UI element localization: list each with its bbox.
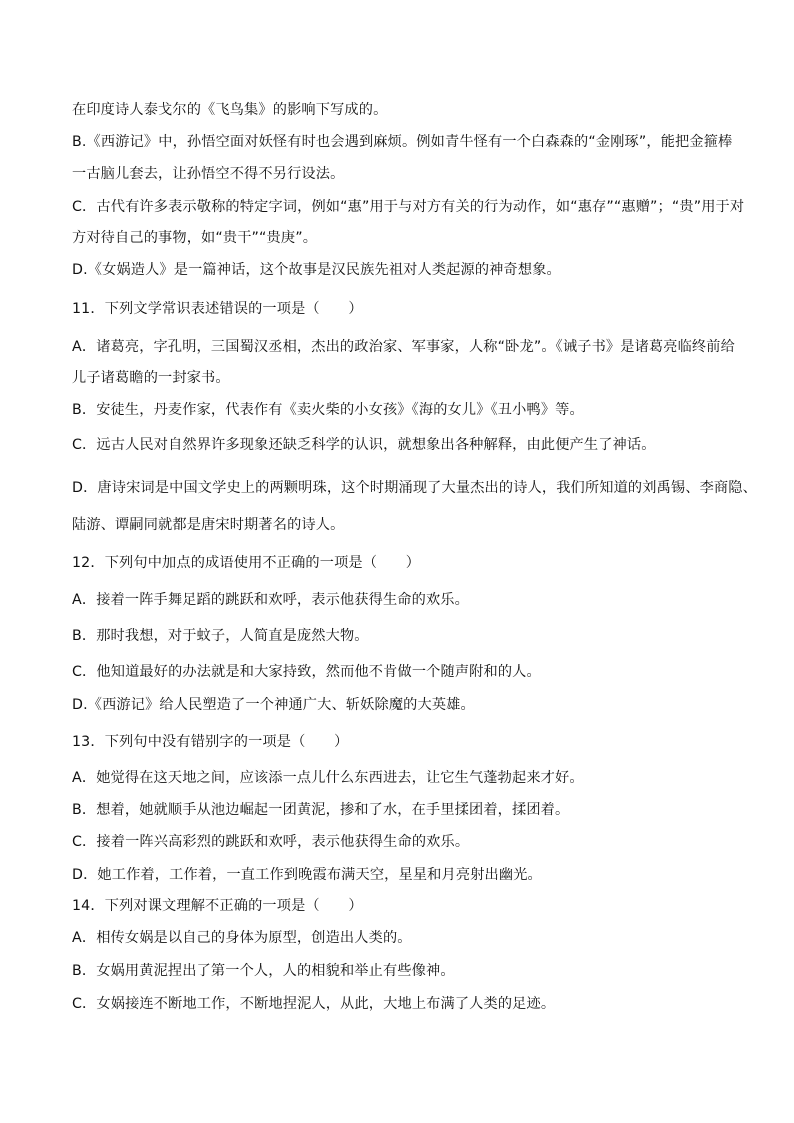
text-line: B．想着，她就顺手从池边崛起一团黄泥，掺和了水，在手里揉团着，揉团着。 xyxy=(72,802,570,818)
text-line: C．古代有许多表示敬称的特定字词，例如“惠”用于与对方有关的行为动作，如“惠存”“惠赠”；“贵”用于对 xyxy=(72,199,745,215)
text-line: C．远古人民对自然界许多现象还缺乏科学的认识，就想象出各种解释，由此便产生了神话。 xyxy=(72,437,656,453)
text-line: B．那时我想，对于蚊子，人简直是庞然大物。 xyxy=(72,628,369,644)
question-stem: 12．下列句中加点的成语使用不正确的一项是（ ） xyxy=(72,555,421,571)
text-line: C．女娲接连不断地工作，不断地捏泥人，从此，大地上布满了人类的足迹。 xyxy=(72,996,556,1012)
text-line: B.《西游记》中，孙悟空面对妖怪有时也会遇到麻烦。例如青牛怪有一个白森森的“金刚琢”，能把金箍棒 xyxy=(72,134,733,150)
question-stem: 11．下列文学常识表述错误的一项是（ ） xyxy=(72,301,363,317)
text-line: 方对待自己的事物，如“贵干”“贵庚”。 xyxy=(72,230,318,246)
text-line: B．安徒生，丹麦作家，代表作有《卖火柴的小女孩》《海的女儿》《丑小鸭》等。 xyxy=(72,402,584,418)
text-line: C．他知道最好的办法就是和大家持致，然而他不肯做一个随声附和的人。 xyxy=(72,664,541,680)
text-line: D．她工作着，工作着，一直工作到晚霞布满天空，星星和月亮射出幽光。 xyxy=(72,867,542,883)
text-line: 陆游、谭嗣同就都是唐宋时期著名的诗人。 xyxy=(72,517,345,533)
text-line: A．相传女娲是以自己的身体为原型，创造出人类的。 xyxy=(72,930,412,946)
question-stem: 14．下列对课文理解不正确的一项是（ ） xyxy=(72,898,363,914)
text-line: A．她觉得在这天地之间，应该添一点儿什么东西进去，让它生气蓬勃起来才好。 xyxy=(72,770,584,786)
text-line: C．接着一阵兴高彩烈的跳跃和欢呼，表示他获得生命的欢乐。 xyxy=(72,834,470,850)
text-line: 一古脑儿套去，让孙悟空不得不另行设法。 xyxy=(72,166,345,182)
text-line: A．接着一阵手舞足蹈的跳跃和欢呼，表示他获得生命的欢乐。 xyxy=(72,592,469,608)
text-line: 在印度诗人泰戈尔的《飞鸟集》的影响下写成的。 xyxy=(72,102,388,118)
text-line: 儿子诸葛瞻的一封家书。 xyxy=(72,370,230,386)
text-line: B．女娲用黄泥捏出了第一个人，人的相貌和举止有些像神。 xyxy=(72,963,455,979)
text-line: D.《西游记》给人民塑造了一个神通广大、斩妖除魔的大英雄。 xyxy=(72,697,475,713)
text-line: D.《女娲造人》是一篇神话，这个故事是汉民族先祖对人类起源的神奇想象。 xyxy=(72,262,561,278)
text-line: A．诸葛亮，字孔明，三国蜀汉丞相，杰出的政治家、军事家，人称“卧龙”。《诫子书》是诸葛亮临终前给 xyxy=(72,339,735,355)
question-stem: 13．下列句中没有错别字的一项是（ ） xyxy=(72,734,349,750)
text-line: D．唐诗宋词是中国文学史上的两颗明珠，这个时期涌现了大量杰出的诗人，我们所知道的刘禹锡、李商隐、 xyxy=(72,480,757,496)
